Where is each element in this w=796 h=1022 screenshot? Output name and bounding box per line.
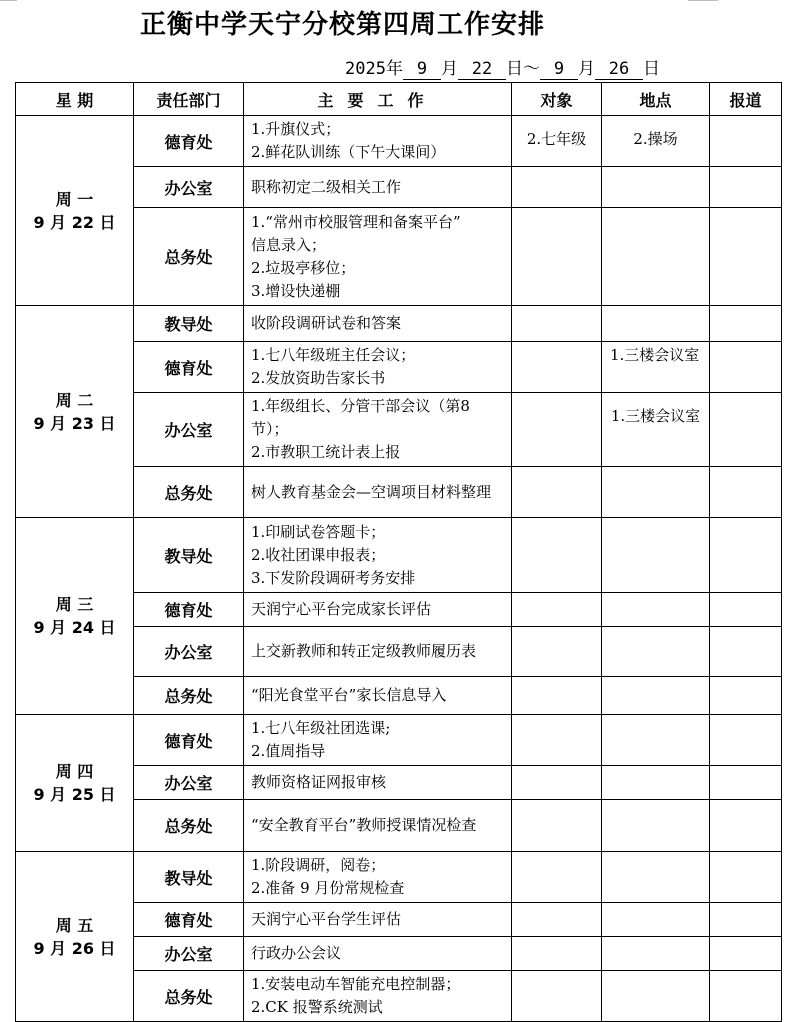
date-month-word-2: 月	[577, 59, 595, 79]
work-item: 2.鲜花队训练（下午大课间）	[251, 143, 446, 161]
report-cell	[710, 593, 782, 627]
report-cell	[710, 971, 782, 1022]
work-cell	[244, 393, 512, 467]
dept-cell: 总务处	[134, 800, 244, 852]
location-cell	[602, 467, 710, 518]
report-cell	[710, 208, 782, 306]
work-item: 1.年级组长、分管干部会议（第8节）；	[251, 397, 470, 438]
day-name: 周 二	[55, 390, 94, 410]
location-cell: 2.操场	[602, 116, 710, 167]
location-cell: 1.三楼会议室	[602, 342, 710, 393]
top-rule-right	[688, 0, 718, 1]
date-day-word-2: 日	[642, 59, 660, 79]
table-row	[16, 116, 782, 167]
report-cell	[710, 903, 782, 937]
header-target: 对象	[512, 83, 602, 116]
work-item: 2.收社团课申报表；	[251, 545, 386, 564]
day-name: 周 四	[55, 762, 94, 781]
page-title: 正衡中学天宁分校第四周工作安排	[140, 10, 546, 40]
day-cell	[16, 518, 134, 715]
location-cell	[602, 903, 710, 937]
location-cell	[602, 627, 710, 677]
day-date: 9 月 26 日	[33, 938, 116, 958]
target-cell	[512, 467, 602, 518]
report-cell	[710, 306, 782, 342]
header-main-work: 主要工作	[244, 83, 512, 116]
day-name: 周 一	[55, 189, 94, 209]
report-cell	[710, 518, 782, 593]
target-cell	[512, 208, 602, 306]
work-item: 3.下发阶段调研考务安排	[251, 568, 416, 587]
work-item: 教师资格证网报审核	[251, 773, 387, 791]
table-row	[16, 306, 782, 342]
work-cell	[244, 467, 512, 518]
location-cell	[602, 677, 710, 715]
work-cell	[244, 342, 512, 393]
target-cell	[512, 715, 602, 766]
work-item: 行政办公会议	[251, 944, 342, 962]
work-item: 2.CK 报警系统测试	[251, 998, 383, 1016]
report-cell	[710, 937, 782, 971]
dept-cell: 办公室	[134, 627, 244, 677]
table-row	[16, 715, 782, 766]
date-year: 2025	[345, 59, 386, 79]
target-cell	[512, 937, 602, 971]
table-row	[16, 518, 782, 593]
target-cell: 2.七年级	[512, 116, 602, 167]
date-range	[345, 54, 660, 80]
work-item: 1.七八年级社团选课;	[251, 719, 391, 737]
day-cell	[16, 116, 134, 306]
dept-cell: 总务处	[134, 208, 244, 306]
location-cell	[602, 800, 710, 852]
dept-cell: 总务处	[134, 971, 244, 1022]
target-cell	[512, 393, 602, 467]
work-cell	[244, 518, 512, 593]
location-cell	[602, 766, 710, 800]
work-item: 2.市教职工统计表上报	[251, 443, 401, 461]
target-cell	[512, 852, 602, 903]
work-cell	[244, 937, 512, 971]
header-dept: 责任部门	[134, 83, 244, 116]
dept-cell: 德育处	[134, 342, 244, 393]
report-cell	[710, 766, 782, 800]
work-cell	[244, 852, 512, 903]
work-item: 收阶段调研试卷和答案	[251, 314, 402, 332]
report-cell	[710, 393, 782, 467]
date-year-suffix: 年	[385, 59, 403, 79]
day-date: 9 月 23 日	[33, 413, 116, 433]
report-cell	[710, 342, 782, 393]
work-cell	[244, 167, 512, 208]
dept-cell: 德育处	[134, 903, 244, 937]
location-cell	[602, 306, 710, 342]
report-cell	[710, 715, 782, 766]
target-cell	[512, 903, 602, 937]
work-cell	[244, 627, 512, 677]
report-cell	[710, 467, 782, 518]
dept-cell: 教导处	[134, 518, 244, 593]
dept-cell: 办公室	[134, 393, 244, 467]
day-date: 9 月 25 日	[33, 785, 116, 804]
work-item: 1.印刷试卷答题卡；	[251, 522, 386, 541]
work-item: 1.安装电动车智能充电控制器；	[251, 975, 461, 993]
report-cell	[710, 852, 782, 903]
work-item: 1.阶段调研，阅卷；	[251, 856, 386, 874]
table-row	[16, 852, 782, 903]
dept-cell: 德育处	[134, 593, 244, 627]
target-cell	[512, 306, 602, 342]
location-cell	[602, 852, 710, 903]
work-item: 2.准备 9 月份常规检查	[251, 879, 405, 897]
work-cell	[244, 903, 512, 937]
work-cell	[244, 715, 512, 766]
work-cell	[244, 677, 512, 715]
work-item: “安全教育平台”教师授课情况检查	[251, 816, 477, 834]
day-cell	[16, 715, 134, 852]
target-cell	[512, 766, 602, 800]
work-item: 天润宁心平台完成家长评估	[251, 600, 432, 618]
dept-cell: 德育处	[134, 715, 244, 766]
work-cell	[244, 800, 512, 852]
target-cell	[512, 518, 602, 593]
work-item: 职称初定二级相关工作	[251, 177, 402, 196]
work-item: 上交新教师和转正定级教师履历表	[251, 642, 477, 660]
target-cell	[512, 342, 602, 393]
work-item: 2.垃圾亭移位；	[251, 258, 356, 277]
target-cell	[512, 627, 602, 677]
top-rule-left	[0, 0, 17, 1]
header-day: 星 期	[16, 83, 134, 116]
date-end-day: 26	[595, 59, 643, 80]
target-cell	[512, 167, 602, 208]
work-item: “阳光食堂平台”家长信息导入	[251, 686, 447, 704]
work-cell	[244, 306, 512, 342]
report-cell	[710, 800, 782, 852]
location-cell	[602, 518, 710, 593]
dept-cell: 总务处	[134, 467, 244, 518]
report-cell	[710, 677, 782, 715]
dept-cell: 教导处	[134, 852, 244, 903]
schedule-table	[15, 82, 782, 1022]
work-item: 信息录入；	[251, 235, 327, 254]
work-cell	[244, 971, 512, 1022]
day-cell	[16, 306, 134, 518]
location-cell	[602, 208, 710, 306]
day-cell	[16, 852, 134, 1022]
work-cell	[244, 593, 512, 627]
location-cell	[602, 971, 710, 1022]
work-item: 1.“常州市校服管理和备案平台”	[251, 212, 461, 231]
work-item: 1.七八年级班主任会议；	[251, 346, 416, 364]
target-cell	[512, 800, 602, 852]
target-cell	[512, 593, 602, 627]
header-location: 地点	[602, 83, 710, 116]
location-cell	[602, 167, 710, 208]
schedule-body	[16, 116, 782, 1022]
work-item: 2.值周指导	[251, 742, 326, 760]
work-item: 1.升旗仪式；	[251, 120, 341, 138]
work-item: 2.发放资助告家长书	[251, 369, 386, 387]
work-cell	[244, 208, 512, 306]
dept-cell: 办公室	[134, 766, 244, 800]
date-month-word: 月	[440, 59, 458, 79]
day-date: 9 月 24 日	[33, 618, 116, 637]
location-cell: 1.三楼会议室	[602, 393, 710, 467]
dept-cell: 办公室	[134, 937, 244, 971]
location-cell	[602, 593, 710, 627]
work-cell	[244, 116, 512, 167]
date-day-word: 日～	[505, 59, 540, 79]
work-item: 树人教育基金会—空调项目材料整理	[251, 482, 492, 501]
header-report: 报道	[710, 83, 782, 116]
day-date: 9 月 22 日	[33, 212, 116, 232]
target-cell	[512, 971, 602, 1022]
dept-cell: 办公室	[134, 167, 244, 208]
work-item: 天润宁心平台学生评估	[251, 910, 402, 928]
work-cell	[244, 766, 512, 800]
date-start-month: 9	[403, 59, 441, 80]
report-cell	[710, 116, 782, 167]
day-name: 周 三	[55, 595, 94, 614]
work-item: 3.增设快递棚	[251, 281, 341, 300]
dept-cell: 教导处	[134, 306, 244, 342]
dept-cell: 德育处	[134, 116, 244, 167]
dept-cell: 总务处	[134, 677, 244, 715]
header-row	[16, 83, 782, 116]
target-cell	[512, 677, 602, 715]
report-cell	[710, 167, 782, 208]
day-name: 周 五	[55, 915, 94, 935]
location-cell	[602, 715, 710, 766]
report-cell	[710, 627, 782, 677]
location-cell	[602, 937, 710, 971]
date-start-day: 22	[458, 59, 506, 80]
date-end-month: 9	[540, 59, 578, 80]
